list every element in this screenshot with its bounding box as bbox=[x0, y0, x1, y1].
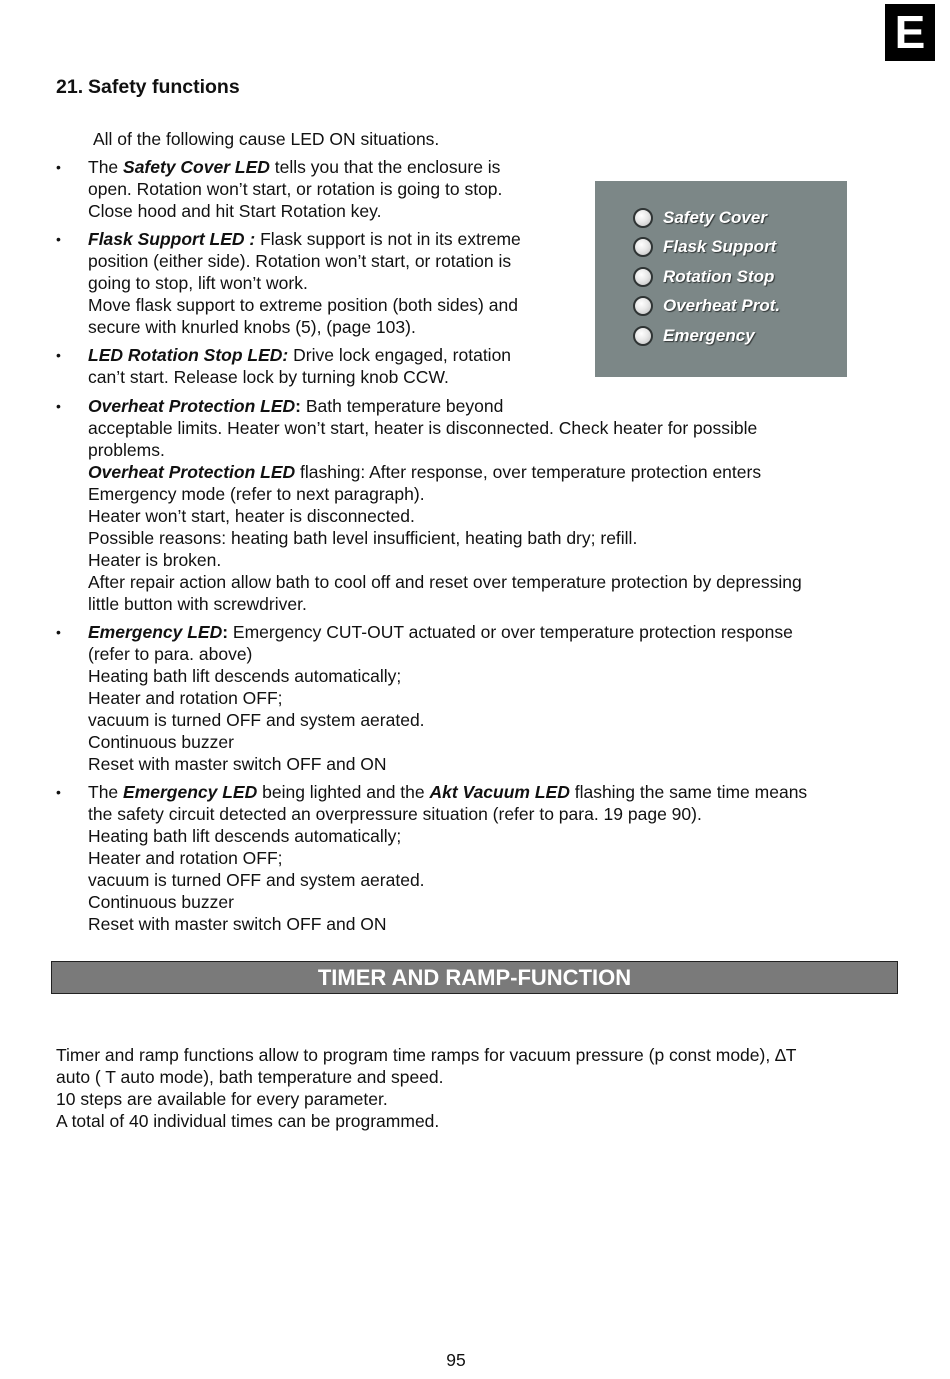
text-line: open. Rotation won’t start, or rotation is going to stop. bbox=[88, 179, 503, 199]
text-line: going to stop, lift won’t work. bbox=[88, 273, 308, 293]
text-line: little button with screwdriver. bbox=[88, 594, 307, 614]
text: Bath temperature beyond bbox=[300, 396, 504, 416]
text: being lighted and the bbox=[257, 782, 430, 802]
led-indicator-icon bbox=[633, 267, 653, 287]
bullet-icon: • bbox=[56, 347, 61, 363]
text-line: 10 steps are available for every parameter. bbox=[56, 1089, 388, 1109]
timer-paragraph bbox=[56, 1044, 796, 1132]
text-line: A total of 40 individual times can be programmed. bbox=[56, 1111, 440, 1131]
section-number: 21. bbox=[56, 76, 84, 98]
text-line: Timer and ramp functions allow to program time ramps for vacuum pressure (p const mode), ∆T bbox=[56, 1045, 797, 1065]
text: Drive lock engaged, rotation bbox=[288, 345, 512, 365]
text-line: secure with knurled knobs (5), (page 103). bbox=[88, 317, 416, 337]
text-line: Heater is broken. bbox=[88, 550, 222, 570]
text-line: (refer to para. above) bbox=[88, 644, 253, 664]
led-indicator-icon bbox=[633, 296, 653, 316]
language-tab: E bbox=[885, 4, 935, 61]
led-label: Safety Cover bbox=[663, 208, 767, 227]
text: flashing: After response, over temperature protection enters bbox=[295, 462, 762, 482]
timer-section-banner: TIMER AND RAMP-FUNCTION bbox=[51, 961, 898, 994]
bullet-overpressure bbox=[56, 781, 807, 935]
led-term: Flask Support LED : bbox=[88, 229, 256, 249]
text-line: Move flask support to extreme position (both sides) and bbox=[88, 295, 518, 315]
section-heading bbox=[56, 76, 240, 98]
bullet-icon: • bbox=[56, 398, 61, 414]
text-line: vacuum is turned OFF and system aerated. bbox=[88, 870, 425, 890]
led-label: Overheat Prot. bbox=[663, 296, 781, 315]
led-label: Emergency bbox=[663, 326, 755, 345]
bullet-rotation-stop bbox=[56, 344, 511, 388]
bullet-icon: • bbox=[56, 784, 61, 800]
text: The bbox=[88, 157, 124, 177]
led-term: Emergency LED bbox=[123, 782, 258, 802]
bullet-flask-support bbox=[56, 228, 521, 338]
text-line: Continuous buzzer bbox=[88, 732, 234, 752]
text: Emergency CUT-OUT actuated or over temperature protection response bbox=[228, 622, 793, 642]
led-term: Safety Cover LED bbox=[123, 157, 270, 177]
text-line: Heater and rotation OFF; bbox=[88, 848, 283, 868]
led-term: Overheat Protection LED bbox=[88, 462, 296, 482]
bullet-overheat-protection bbox=[56, 395, 802, 615]
text-line: position (either side). Rotation won’t start, or rotation is bbox=[88, 251, 512, 271]
text-line: can’t start. Release lock by turning knob CCW. bbox=[88, 367, 449, 387]
text-line: Heater and rotation OFF; bbox=[88, 688, 283, 708]
bullet-icon: • bbox=[56, 159, 61, 175]
text-line: Possible reasons: heating bath level insufficient, heating bath dry; refill. bbox=[88, 528, 638, 548]
page-number: 95 bbox=[446, 1350, 466, 1370]
led-indicator-icon bbox=[633, 237, 653, 257]
text: tells you that the enclosure is bbox=[269, 157, 501, 177]
section-title: Safety functions bbox=[88, 76, 240, 98]
text-line: Continuous buzzer bbox=[88, 892, 234, 912]
text-line: Reset with master switch OFF and ON bbox=[88, 754, 387, 774]
intro-text: All of the following cause LED ON situations. bbox=[93, 129, 440, 149]
led-label: Rotation Stop bbox=[663, 267, 775, 286]
led-label: Flask Support bbox=[663, 237, 777, 256]
text-line: Close hood and hit Start Rotation key. bbox=[88, 201, 382, 221]
text: : bbox=[295, 396, 301, 416]
text-line: auto ( T auto mode), bath temperature and speed. bbox=[56, 1067, 444, 1087]
text-line: the safety circuit detected an overpressure situation (refer to para. 19 page 90). bbox=[88, 804, 702, 824]
text-line: problems. bbox=[88, 440, 165, 460]
bullet-icon: • bbox=[56, 624, 61, 640]
text-line: Heater won’t start, heater is disconnected. bbox=[88, 506, 415, 526]
led-term: Overheat Protection LED bbox=[88, 396, 296, 416]
led-term: LED Rotation Stop LED: bbox=[88, 345, 289, 365]
text-line: Emergency mode (refer to next paragraph). bbox=[88, 484, 425, 504]
bullet-icon: • bbox=[56, 231, 61, 247]
text-line: After repair action allow bath to cool off and reset over temperature protection by depressing bbox=[88, 572, 802, 592]
text-line: acceptable limits. Heater won’t start, heater is disconnected. Check heater for possible bbox=[88, 418, 758, 438]
led-indicator-icon bbox=[633, 326, 653, 346]
led-term: Akt Vacuum LED bbox=[429, 782, 570, 802]
led-indicator-icon bbox=[633, 208, 653, 228]
bullet-safety-cover bbox=[56, 156, 502, 222]
text: Flask support is not in its extreme bbox=[255, 229, 521, 249]
bullet-emergency bbox=[56, 621, 793, 775]
led-panel bbox=[595, 181, 847, 377]
text-line: vacuum is turned OFF and system aerated. bbox=[88, 710, 425, 730]
text: : bbox=[222, 622, 229, 642]
text: flashing the same time means bbox=[569, 782, 808, 802]
led-term: Emergency LED bbox=[88, 622, 223, 642]
text-line: Heating bath lift descends automatically; bbox=[88, 666, 402, 686]
text-line: Heating bath lift descends automatically; bbox=[88, 826, 402, 846]
text: The bbox=[88, 782, 124, 802]
text-line: Reset with master switch OFF and ON bbox=[88, 914, 387, 934]
